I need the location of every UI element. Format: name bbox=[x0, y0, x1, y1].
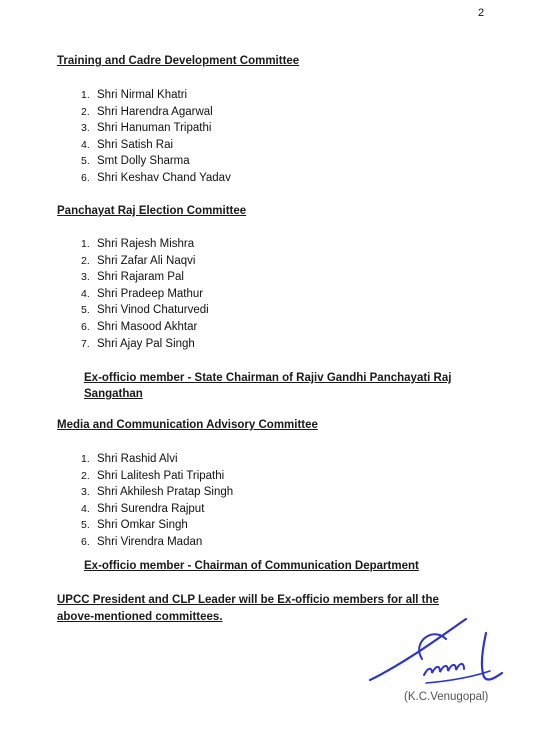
page-number: 2 bbox=[478, 7, 485, 19]
item-number: 4. bbox=[81, 287, 90, 300]
section-heading-training: Training and Cadre Development Committee bbox=[57, 55, 300, 67]
member-name: Shri Zafar Ali Naqvi bbox=[97, 254, 196, 267]
member-name: Shri Keshav Chand Yadav bbox=[97, 171, 231, 184]
ex-officio-note-media bbox=[84, 558, 419, 574]
list-item bbox=[81, 501, 233, 518]
item-number: 1. bbox=[81, 238, 90, 250]
member-name: Shri Rashid Alvi bbox=[97, 453, 178, 465]
item-number: 4. bbox=[81, 138, 90, 151]
member-name: Shri Lalitesh Pati Tripathi bbox=[97, 469, 225, 482]
member-name: Shri Satish Rai bbox=[97, 138, 174, 151]
item-number: 3. bbox=[81, 122, 90, 135]
item-number: 6. bbox=[81, 171, 90, 184]
item-number: 5. bbox=[81, 155, 90, 168]
list-item bbox=[81, 253, 209, 270]
list-item bbox=[81, 286, 209, 303]
section-heading-panchayat: Panchayat Raj Election Committee bbox=[57, 205, 247, 217]
member-name: Shri Rajaram Pal bbox=[97, 271, 184, 284]
member-name: Shri Ajay Pal Singh bbox=[97, 337, 195, 350]
list-item bbox=[81, 468, 233, 485]
member-name: Shri Akhilesh Pratap Singh bbox=[97, 486, 234, 499]
member-name: Shri Omkar Singh bbox=[97, 519, 188, 532]
member-name: Shri Nirmal Khatri bbox=[97, 89, 188, 101]
ex-officio-line: Ex-officio member - Chairman of Communication Department bbox=[84, 560, 419, 572]
list-item bbox=[81, 451, 233, 468]
list-item bbox=[81, 336, 209, 353]
list-item bbox=[81, 120, 231, 137]
item-number: 5. bbox=[81, 304, 90, 317]
item-number: 6. bbox=[81, 320, 90, 333]
list-item bbox=[81, 517, 233, 534]
item-number: 4. bbox=[81, 502, 90, 515]
ex-officio-line: Sangathan bbox=[84, 388, 143, 400]
list-item bbox=[81, 319, 209, 336]
signature-stroke bbox=[426, 671, 490, 683]
list-item bbox=[81, 534, 233, 551]
ex-officio-line: Ex-officio member - State Chairman of Rajiv Gandhi Panchayati Raj bbox=[84, 372, 452, 384]
item-number: 6. bbox=[81, 535, 90, 548]
signature-stroke bbox=[419, 634, 446, 659]
member-name: Shri Virendra Madan bbox=[97, 535, 203, 548]
footer-line: UPCC President and CLP Leader will be Ex-officio members for all the bbox=[57, 594, 439, 606]
list-item bbox=[81, 137, 231, 154]
member-list-media bbox=[81, 451, 233, 551]
member-name: Shri Surendra Rajput bbox=[97, 502, 205, 515]
signatory-name: (K.C.Venugopal) bbox=[404, 691, 489, 703]
member-name: Shri Masood Akhtar bbox=[97, 320, 198, 333]
list-item bbox=[81, 236, 209, 253]
member-name: Smt Dolly Sharma bbox=[97, 155, 190, 168]
item-number: 2. bbox=[81, 469, 90, 482]
item-number: 1. bbox=[81, 89, 90, 101]
member-name: Shri Hanuman Tripathi bbox=[97, 122, 212, 135]
member-name: Shri Harendra Agarwal bbox=[97, 105, 213, 118]
section-heading-media: Media and Communication Advisory Committee bbox=[57, 419, 318, 431]
member-name: Shri Pradeep Mathur bbox=[97, 287, 204, 300]
ex-officio-note-panchayat bbox=[84, 370, 451, 402]
item-number: 7. bbox=[81, 337, 90, 350]
item-number: 3. bbox=[81, 486, 90, 499]
signature-stroke bbox=[370, 619, 466, 680]
footer-line: above-mentioned committees. bbox=[57, 610, 223, 623]
item-number: 2. bbox=[81, 254, 90, 267]
item-number: 2. bbox=[81, 105, 90, 118]
item-number: 5. bbox=[81, 519, 90, 532]
member-list-training bbox=[81, 87, 231, 187]
list-item bbox=[81, 153, 231, 170]
list-item bbox=[81, 104, 231, 121]
list-item bbox=[81, 484, 233, 501]
item-number: 1. bbox=[81, 453, 90, 465]
list-item bbox=[81, 170, 231, 187]
list-item bbox=[81, 269, 209, 286]
signature-stroke bbox=[424, 664, 464, 675]
list-item bbox=[81, 302, 209, 319]
list-item bbox=[81, 87, 231, 104]
member-name: Shri Rajesh Mishra bbox=[97, 238, 195, 250]
member-list-panchayat bbox=[81, 236, 209, 352]
item-number: 3. bbox=[81, 271, 90, 284]
signature-image bbox=[360, 615, 520, 695]
member-name: Shri Vinod Chaturvedi bbox=[97, 304, 209, 317]
